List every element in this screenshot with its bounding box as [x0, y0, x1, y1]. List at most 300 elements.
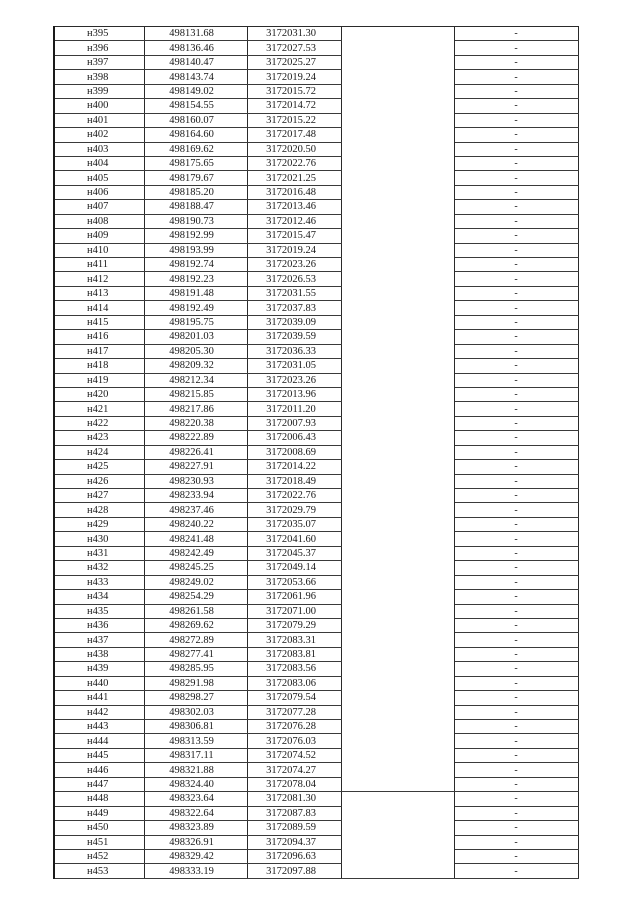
y-coordinate-cell: 3172049.14	[247, 561, 341, 575]
empty-cell	[341, 835, 454, 849]
table-row	[54, 229, 578, 243]
x-coordinate-cell: 498220.38	[144, 416, 247, 430]
empty-cell	[341, 590, 454, 604]
point-id-cell: н451	[54, 835, 144, 849]
empty-cell	[341, 99, 454, 113]
empty-cell	[341, 503, 454, 517]
value-cell: -	[454, 373, 578, 387]
table-row	[54, 763, 578, 777]
value-cell: -	[454, 835, 578, 849]
empty-cell	[341, 460, 454, 474]
empty-cell	[341, 84, 454, 98]
table-row	[54, 128, 578, 142]
empty-cell	[341, 777, 454, 791]
table-row	[54, 330, 578, 344]
point-id-cell: н429	[54, 517, 144, 531]
x-coordinate-cell: 498317.11	[144, 748, 247, 762]
point-id-cell: н448	[54, 792, 144, 806]
table-row	[54, 590, 578, 604]
value-cell: -	[454, 864, 578, 878]
empty-cell	[341, 489, 454, 503]
point-id-cell: н401	[54, 113, 144, 127]
value-cell: -	[454, 301, 578, 315]
x-coordinate-cell: 498261.58	[144, 604, 247, 618]
y-coordinate-cell: 3172037.83	[247, 301, 341, 315]
table-row	[54, 171, 578, 185]
point-id-cell: н405	[54, 171, 144, 185]
y-coordinate-cell: 3172029.79	[247, 503, 341, 517]
table-row	[54, 84, 578, 98]
empty-cell	[341, 200, 454, 214]
value-cell: -	[454, 763, 578, 777]
x-coordinate-cell: 498212.34	[144, 373, 247, 387]
coordinates-table-container	[53, 26, 575, 879]
value-cell: -	[454, 84, 578, 98]
value-cell: -	[454, 272, 578, 286]
x-coordinate-cell: 498302.03	[144, 705, 247, 719]
point-id-cell: н425	[54, 460, 144, 474]
point-id-cell: н415	[54, 315, 144, 329]
y-coordinate-cell: 3172079.29	[247, 618, 341, 632]
y-coordinate-cell: 3172021.25	[247, 171, 341, 185]
y-coordinate-cell: 3172019.24	[247, 243, 341, 257]
y-coordinate-cell: 3172006.43	[247, 431, 341, 445]
value-cell: -	[454, 258, 578, 272]
empty-cell	[341, 344, 454, 358]
table-row	[54, 156, 578, 170]
point-id-cell: н407	[54, 200, 144, 214]
y-coordinate-cell: 3172041.60	[247, 532, 341, 546]
x-coordinate-cell: 498306.81	[144, 720, 247, 734]
empty-cell	[341, 301, 454, 315]
empty-cell	[341, 171, 454, 185]
point-id-cell: н399	[54, 84, 144, 98]
y-coordinate-cell: 3172071.00	[247, 604, 341, 618]
y-coordinate-cell: 3172097.88	[247, 864, 341, 878]
y-coordinate-cell: 3172079.54	[247, 691, 341, 705]
x-coordinate-cell: 498249.02	[144, 575, 247, 589]
table-row	[54, 200, 578, 214]
x-coordinate-cell: 498143.74	[144, 70, 247, 84]
point-id-cell: н432	[54, 561, 144, 575]
value-cell: -	[454, 142, 578, 156]
y-coordinate-cell: 3172096.63	[247, 849, 341, 863]
point-id-cell: н422	[54, 416, 144, 430]
empty-cell	[341, 330, 454, 344]
table-row	[54, 633, 578, 647]
point-id-cell: н409	[54, 229, 144, 243]
y-coordinate-cell: 3172076.03	[247, 734, 341, 748]
empty-cell	[341, 734, 454, 748]
value-cell: -	[454, 286, 578, 300]
point-id-cell: н397	[54, 55, 144, 69]
point-id-cell: н423	[54, 431, 144, 445]
point-id-cell: н403	[54, 142, 144, 156]
value-cell: -	[454, 705, 578, 719]
x-coordinate-cell: 498285.95	[144, 662, 247, 676]
value-cell: -	[454, 676, 578, 690]
table-row	[54, 618, 578, 632]
empty-cell	[341, 243, 454, 257]
value-cell: -	[454, 41, 578, 55]
point-id-cell: н402	[54, 128, 144, 142]
value-cell: -	[454, 647, 578, 661]
table-row	[54, 489, 578, 503]
table-row	[54, 575, 578, 589]
y-coordinate-cell: 3172031.30	[247, 27, 341, 41]
point-id-cell: н414	[54, 301, 144, 315]
table-row	[54, 258, 578, 272]
table-row	[54, 113, 578, 127]
point-id-cell: н413	[54, 286, 144, 300]
empty-cell	[341, 445, 454, 459]
value-cell: -	[454, 618, 578, 632]
empty-cell	[341, 315, 454, 329]
y-coordinate-cell: 3172014.22	[247, 460, 341, 474]
x-coordinate-cell: 498272.89	[144, 633, 247, 647]
table-row	[54, 777, 578, 791]
y-coordinate-cell: 3172035.07	[247, 517, 341, 531]
value-cell: -	[454, 416, 578, 430]
x-coordinate-cell: 498233.94	[144, 489, 247, 503]
empty-cell	[341, 517, 454, 531]
value-cell: -	[454, 821, 578, 835]
y-coordinate-cell: 3172039.59	[247, 330, 341, 344]
y-coordinate-cell: 3172011.20	[247, 402, 341, 416]
empty-cell	[341, 546, 454, 560]
point-id-cell: н427	[54, 489, 144, 503]
y-coordinate-cell: 3172023.26	[247, 373, 341, 387]
y-coordinate-cell: 3172026.53	[247, 272, 341, 286]
point-id-cell: н450	[54, 821, 144, 835]
point-id-cell: н436	[54, 618, 144, 632]
y-coordinate-cell: 3172025.27	[247, 55, 341, 69]
table-row	[54, 691, 578, 705]
x-coordinate-cell: 498329.42	[144, 849, 247, 863]
y-coordinate-cell: 3172022.76	[247, 489, 341, 503]
x-coordinate-cell: 498217.86	[144, 402, 247, 416]
x-coordinate-cell: 498313.59	[144, 734, 247, 748]
y-coordinate-cell: 3172078.04	[247, 777, 341, 791]
y-coordinate-cell: 3172016.48	[247, 185, 341, 199]
x-coordinate-cell: 498322.64	[144, 806, 247, 820]
x-coordinate-cell: 498191.48	[144, 286, 247, 300]
table-row	[54, 272, 578, 286]
value-cell: -	[454, 315, 578, 329]
empty-cell	[341, 272, 454, 286]
point-id-cell: н441	[54, 691, 144, 705]
empty-cell	[341, 402, 454, 416]
empty-cell	[341, 691, 454, 705]
point-id-cell: н430	[54, 532, 144, 546]
value-cell: -	[454, 99, 578, 113]
x-coordinate-cell: 498201.03	[144, 330, 247, 344]
table-row	[54, 748, 578, 762]
value-cell: -	[454, 777, 578, 791]
x-coordinate-cell: 498324.40	[144, 777, 247, 791]
empty-cell	[341, 185, 454, 199]
empty-cell	[341, 416, 454, 430]
table-row	[54, 243, 578, 257]
point-id-cell: н404	[54, 156, 144, 170]
table-row	[54, 315, 578, 329]
point-id-cell: н400	[54, 99, 144, 113]
table-row	[54, 532, 578, 546]
table-row	[54, 460, 578, 474]
empty-cell	[341, 214, 454, 228]
point-id-cell: н395	[54, 27, 144, 41]
table-row	[54, 142, 578, 156]
x-coordinate-cell: 498192.74	[144, 258, 247, 272]
point-id-cell: н453	[54, 864, 144, 878]
table-row	[54, 70, 578, 84]
x-coordinate-cell: 498160.07	[144, 113, 247, 127]
x-coordinate-cell: 498227.91	[144, 460, 247, 474]
x-coordinate-cell: 498175.65	[144, 156, 247, 170]
x-coordinate-cell: 498131.68	[144, 27, 247, 41]
value-cell: -	[454, 503, 578, 517]
y-coordinate-cell: 3172020.50	[247, 142, 341, 156]
point-id-cell: н406	[54, 185, 144, 199]
x-coordinate-cell: 498222.89	[144, 431, 247, 445]
y-coordinate-cell: 3172053.66	[247, 575, 341, 589]
point-id-cell: н398	[54, 70, 144, 84]
empty-cell	[341, 387, 454, 401]
x-coordinate-cell: 498136.46	[144, 41, 247, 55]
value-cell: -	[454, 662, 578, 676]
x-coordinate-cell: 498321.88	[144, 763, 247, 777]
y-coordinate-cell: 3172018.49	[247, 474, 341, 488]
point-id-cell: н438	[54, 647, 144, 661]
y-coordinate-cell: 3172013.46	[247, 200, 341, 214]
value-cell: -	[454, 474, 578, 488]
value-cell: -	[454, 561, 578, 575]
table-row	[54, 806, 578, 820]
x-coordinate-cell: 498277.41	[144, 647, 247, 661]
y-coordinate-cell: 3172012.46	[247, 214, 341, 228]
empty-cell	[341, 792, 454, 806]
point-id-cell: н411	[54, 258, 144, 272]
point-id-cell: н446	[54, 763, 144, 777]
x-coordinate-cell: 498323.89	[144, 821, 247, 835]
coordinates-table	[53, 26, 579, 879]
x-coordinate-cell: 498205.30	[144, 344, 247, 358]
y-coordinate-cell: 3172015.22	[247, 113, 341, 127]
table-row	[54, 344, 578, 358]
value-cell: -	[454, 575, 578, 589]
empty-cell	[341, 849, 454, 863]
table-row	[54, 676, 578, 690]
y-coordinate-cell: 3172077.28	[247, 705, 341, 719]
x-coordinate-cell: 498241.48	[144, 532, 247, 546]
point-id-cell: н420	[54, 387, 144, 401]
table-row	[54, 864, 578, 878]
table-row	[54, 474, 578, 488]
value-cell: -	[454, 330, 578, 344]
value-cell: -	[454, 113, 578, 127]
table-row	[54, 662, 578, 676]
table-row	[54, 185, 578, 199]
empty-cell	[341, 431, 454, 445]
point-id-cell: н426	[54, 474, 144, 488]
y-coordinate-cell: 3172081.30	[247, 792, 341, 806]
table-row	[54, 734, 578, 748]
empty-cell	[341, 41, 454, 55]
table-row	[54, 431, 578, 445]
point-id-cell: н434	[54, 590, 144, 604]
x-coordinate-cell: 498240.22	[144, 517, 247, 531]
value-cell: -	[454, 185, 578, 199]
point-id-cell: н447	[54, 777, 144, 791]
empty-cell	[341, 27, 454, 41]
table-row	[54, 301, 578, 315]
empty-cell	[341, 128, 454, 142]
x-coordinate-cell: 498226.41	[144, 445, 247, 459]
y-coordinate-cell: 3172061.96	[247, 590, 341, 604]
point-id-cell: н449	[54, 806, 144, 820]
table-row	[54, 849, 578, 863]
point-id-cell: н433	[54, 575, 144, 589]
x-coordinate-cell: 498245.25	[144, 561, 247, 575]
table-row	[54, 821, 578, 835]
point-id-cell: н424	[54, 445, 144, 459]
value-cell: -	[454, 849, 578, 863]
empty-cell	[341, 864, 454, 878]
empty-cell	[341, 633, 454, 647]
value-cell: -	[454, 792, 578, 806]
point-id-cell: н439	[54, 662, 144, 676]
table-row	[54, 445, 578, 459]
value-cell: -	[454, 402, 578, 416]
table-row	[54, 387, 578, 401]
empty-cell	[341, 806, 454, 820]
value-cell: -	[454, 171, 578, 185]
y-coordinate-cell: 3172008.69	[247, 445, 341, 459]
empty-cell	[341, 113, 454, 127]
x-coordinate-cell: 498269.62	[144, 618, 247, 632]
x-coordinate-cell: 498188.47	[144, 200, 247, 214]
x-coordinate-cell: 498215.85	[144, 387, 247, 401]
value-cell: -	[454, 489, 578, 503]
point-id-cell: н408	[54, 214, 144, 228]
value-cell: -	[454, 734, 578, 748]
x-coordinate-cell: 498291.98	[144, 676, 247, 690]
x-coordinate-cell: 498326.91	[144, 835, 247, 849]
y-coordinate-cell: 3172087.83	[247, 806, 341, 820]
table-row	[54, 286, 578, 300]
empty-cell	[341, 70, 454, 84]
point-id-cell: н452	[54, 849, 144, 863]
x-coordinate-cell: 498323.64	[144, 792, 247, 806]
table-row	[54, 561, 578, 575]
x-coordinate-cell: 498237.46	[144, 503, 247, 517]
x-coordinate-cell: 498164.60	[144, 128, 247, 142]
x-coordinate-cell: 498154.55	[144, 99, 247, 113]
x-coordinate-cell: 498169.62	[144, 142, 247, 156]
empty-cell	[341, 720, 454, 734]
x-coordinate-cell: 498193.99	[144, 243, 247, 257]
y-coordinate-cell: 3172017.48	[247, 128, 341, 142]
table-row	[54, 99, 578, 113]
point-id-cell: н396	[54, 41, 144, 55]
x-coordinate-cell: 498192.49	[144, 301, 247, 315]
table-row	[54, 720, 578, 734]
table-row	[54, 705, 578, 719]
empty-cell	[341, 676, 454, 690]
point-id-cell: н416	[54, 330, 144, 344]
point-id-cell: н431	[54, 546, 144, 560]
point-id-cell: н421	[54, 402, 144, 416]
value-cell: -	[454, 55, 578, 69]
y-coordinate-cell: 3172074.52	[247, 748, 341, 762]
x-coordinate-cell: 498254.29	[144, 590, 247, 604]
empty-cell	[341, 748, 454, 762]
x-coordinate-cell: 498149.02	[144, 84, 247, 98]
point-id-cell: н417	[54, 344, 144, 358]
value-cell: -	[454, 546, 578, 560]
value-cell: -	[454, 633, 578, 647]
value-cell: -	[454, 806, 578, 820]
x-coordinate-cell: 498209.32	[144, 359, 247, 373]
point-id-cell: н443	[54, 720, 144, 734]
y-coordinate-cell: 3172083.06	[247, 676, 341, 690]
table-row	[54, 55, 578, 69]
x-coordinate-cell: 498195.75	[144, 315, 247, 329]
value-cell: -	[454, 748, 578, 762]
y-coordinate-cell: 3172015.47	[247, 229, 341, 243]
table-row	[54, 517, 578, 531]
point-id-cell: н419	[54, 373, 144, 387]
x-coordinate-cell: 498242.49	[144, 546, 247, 560]
y-coordinate-cell: 3172031.55	[247, 286, 341, 300]
x-coordinate-cell: 498230.93	[144, 474, 247, 488]
empty-cell	[341, 286, 454, 300]
point-id-cell: н440	[54, 676, 144, 690]
value-cell: -	[454, 590, 578, 604]
y-coordinate-cell: 3172094.37	[247, 835, 341, 849]
empty-cell	[341, 474, 454, 488]
y-coordinate-cell: 3172039.09	[247, 315, 341, 329]
point-id-cell: н418	[54, 359, 144, 373]
point-id-cell: н412	[54, 272, 144, 286]
x-coordinate-cell: 498192.99	[144, 229, 247, 243]
x-coordinate-cell: 498192.23	[144, 272, 247, 286]
y-coordinate-cell: 3172027.53	[247, 41, 341, 55]
table-row	[54, 835, 578, 849]
point-id-cell: н435	[54, 604, 144, 618]
y-coordinate-cell: 3172019.24	[247, 70, 341, 84]
point-id-cell: н428	[54, 503, 144, 517]
value-cell: -	[454, 460, 578, 474]
x-coordinate-cell: 498298.27	[144, 691, 247, 705]
empty-cell	[341, 604, 454, 618]
y-coordinate-cell: 3172076.28	[247, 720, 341, 734]
point-id-cell: н410	[54, 243, 144, 257]
table-row	[54, 359, 578, 373]
x-coordinate-cell: 498190.73	[144, 214, 247, 228]
table-row	[54, 402, 578, 416]
value-cell: -	[454, 156, 578, 170]
value-cell: -	[454, 229, 578, 243]
table-row	[54, 604, 578, 618]
value-cell: -	[454, 128, 578, 142]
y-coordinate-cell: 3172083.31	[247, 633, 341, 647]
value-cell: -	[454, 70, 578, 84]
y-coordinate-cell: 3172083.81	[247, 647, 341, 661]
point-id-cell: н444	[54, 734, 144, 748]
value-cell: -	[454, 27, 578, 41]
table-row	[54, 373, 578, 387]
